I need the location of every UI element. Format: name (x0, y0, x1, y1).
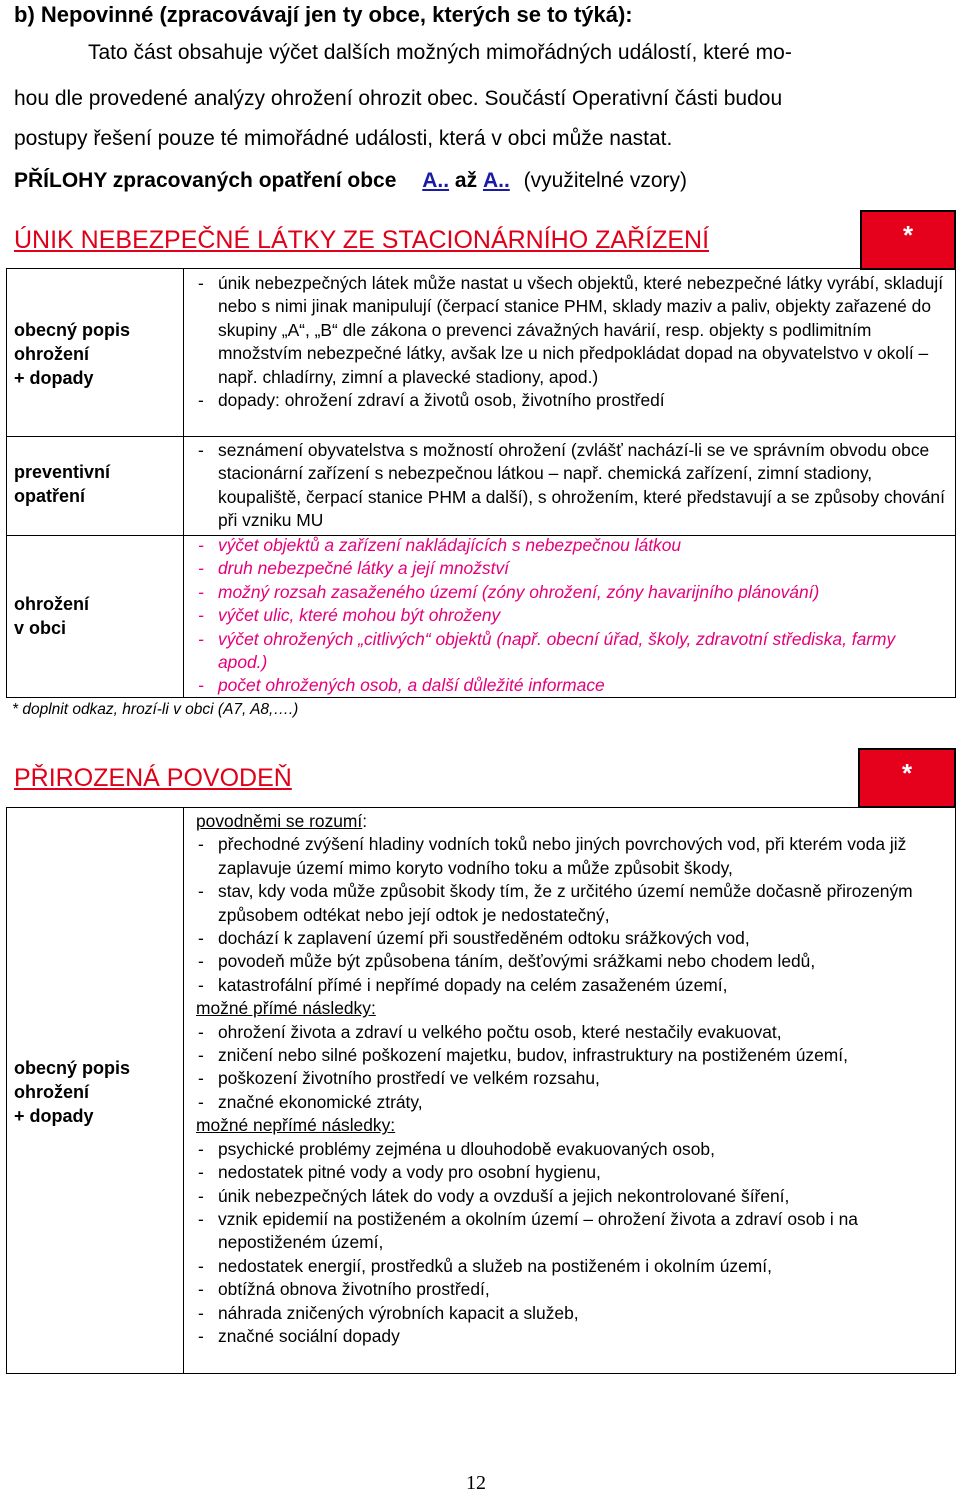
list-item: - výčet ohrožených „citlivých“ objektů (např. obecní úřad, školy, zdravotní střediska, farmy apod.) (198, 628, 896, 673)
intro-heading: b) Nepovinné (zpracovávají jen ty obce, kterých se to týká): (14, 2, 633, 27)
list-item: - stav, kdy voda může způsobit škody tím, že z určitého území nemůže dočasně přirozeným způsobem odtékat nebo její odtok je nedostatečný, (198, 881, 913, 925)
intro-text-line: hou dle provedené analýzy ohrožení ohrozit obec. Součástí Operativní části budou (14, 87, 783, 110)
list-item: - dopady: ohrožení zdraví a životů osob, životního prostředí (198, 390, 665, 411)
list-item: - výčet objektů a zařízení nakládajících s nebezpečnou látkou (198, 535, 682, 555)
section-title-natural-flood: PŘIROZENÁ POVODEŇ (14, 764, 292, 792)
row-label-general: obecný popis ohrožení + dopady (14, 1058, 131, 1126)
page-number: 12 (466, 1472, 486, 1494)
list-item: - přechodné zvýšení hladiny vodních toků nebo jiných povrchových vod, při kterém voda již zaplavuje území mimo koryto vodního toku a může způsobit škody, (198, 834, 907, 878)
list-item: - zničení nebo silné poškození majetku, budov, infrastruktury na postiženém území, (198, 1045, 848, 1066)
list-item: - katastrofální přímé i nepřímé dopady na celém zasaženém území, (198, 974, 728, 995)
intro-text-line: Tato část obsahuje výčet dalších možných mimořádných událostí, které mo- (88, 41, 792, 64)
subheading-floods: povodněmi se rozumí: (196, 811, 368, 831)
list-item: - ohrožení života a zdraví u velkého počtu osob, které nestačily evakuovat, (198, 1021, 782, 1042)
list-item: - počet ohrožených osob, a další důležité informace (198, 675, 605, 696)
list-item: - druh nebezpečné látky a její množství (198, 558, 509, 579)
list-item: - nedostatek pitné vody a vody pro osobní hygienu, (198, 1162, 601, 1183)
attachments-to-word: až (454, 169, 478, 192)
list-item: - obtížná obnova životního prostředí, (198, 1279, 490, 1300)
list-item: - vznik epidemií na postiženém a okolním území – ohrožení života a zdraví osob i na nepostiženém území, (198, 1208, 858, 1253)
list-item: - dochází k zaplavení území při soustředěném odtoku srážkových vod, (198, 928, 750, 949)
list-item: - výčet ulic, které mohou být ohroženy (198, 605, 501, 626)
footnote: * doplnit odkaz, hrozí-li v obci (A7, A8,….) (12, 701, 299, 718)
subheading-direct-consequences: možné přímé následky: (196, 998, 376, 1019)
list-item: - poškození životního prostředí ve velkém rozsahu, (198, 1068, 600, 1089)
list-item: - psychické problémy zejména u dlouhodobě evakuovaných osob, (198, 1138, 715, 1159)
list-item: - únik nebezpečných látek do vody a ovzduší a jejich nekontrolované šíření, (198, 1185, 790, 1206)
list-item: - povodeň může být způsobena táním, dešťovými srážkami nebo chodem ledů, (198, 951, 816, 972)
list-item: - možný rozsah zasaženého území (zóny ohrožení, zóny havarijního plánování) (198, 581, 820, 602)
flood-description (196, 810, 948, 1348)
section-title-hazardous-leak: ÚNIK NEBEZPEČNÉ LÁTKY ZE STACIONÁRNÍHO ZAŘÍZENÍ (14, 226, 710, 254)
list-item: - náhrada zničených výrobních kapacit a služeb, (198, 1302, 579, 1323)
attachments-line (14, 160, 687, 201)
optional-star-badge: * (858, 748, 956, 808)
row-label-preventive: preventivní opatření (14, 462, 111, 506)
list-item: - seznámení obyvatelstva s možností ohrožení (zvlášť nachází-li se ve správním obvodu obce stacionární zařízení s nebezpečnou látkou – např. chemická zařízení, zimní stadiony, koupaliště, čerpací stanice PHM a další), s ohrožením, které představují a se způsoby chování při vzniku MU (198, 440, 945, 531)
intro-text-line: postupy řešení pouze té mimořádné události, která v obci může nastat. (14, 127, 673, 150)
attachments-suffix: (využitelné vzory) (523, 169, 688, 192)
optional-star-badge: * (860, 210, 956, 270)
row-label-general: obecný popis ohrožení + dopady (14, 320, 131, 388)
attachment-link-to[interactable]: A.. (482, 169, 510, 192)
list-item: - únik nebezpečných látek může nastat u všech objektů, které nebezpečné látky vyrábí, skladují nebo s nimi jinak manipulují (čerpací stanice PHM, sklady maziv a paliv, objekty zařazené do skupiny „A“, „B“ dle zákona o prevenci závažných havárií, resp. objekty s podlimitním množstvím nebezpečné látky, avšak lze u nich předpokládat dopad na obyvatelstvo v okolí – např. chladírny, zimní a plavecké stadiony, apod.) (198, 273, 944, 387)
list-item: - značné ekonomické ztráty, (198, 1091, 423, 1112)
preventive-measures (196, 439, 948, 533)
threat-in-municipality-list (196, 534, 948, 698)
list-item: - značné sociální dopady (198, 1325, 400, 1346)
subheading-indirect-consequences: možné nepřímé následky: (196, 1115, 396, 1136)
general-description (196, 272, 948, 412)
row-label-threat: ohrožení v obci (14, 594, 89, 638)
attachment-link-from[interactable]: A.. (422, 169, 450, 192)
attachments-prefix: PŘÍLOHY zpracovaných opatření obce (14, 169, 397, 192)
list-item: - nedostatek energií, prostředků a služeb na postiženém i okolním území, (198, 1255, 772, 1276)
